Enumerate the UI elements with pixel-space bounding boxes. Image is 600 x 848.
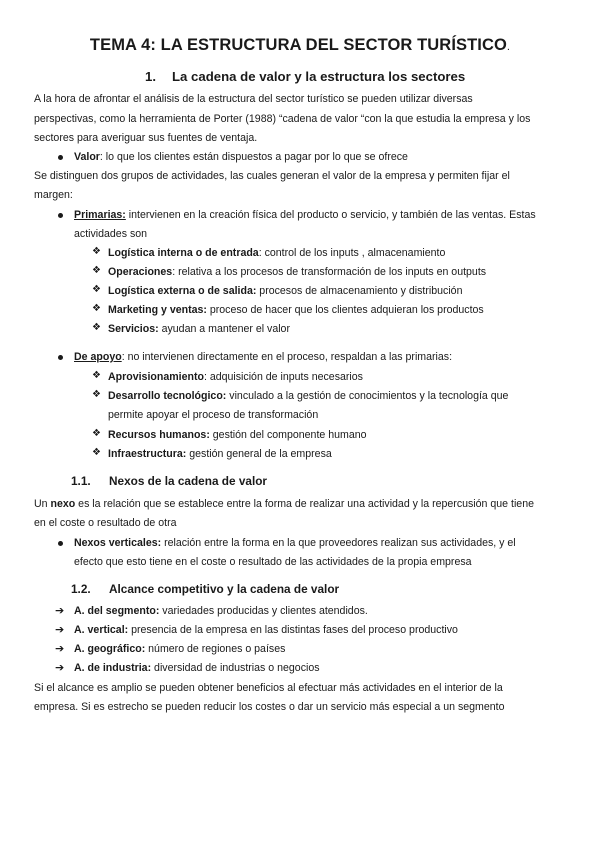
intro-line-2: perspectivas, como la herramienta de Porter (1988) “cadena de valor “con la que estudia la empresa y los [34, 113, 531, 125]
alcance-term: A. de industria: [74, 662, 152, 674]
list-item-text: : relativa a los procesos de transformación de los inputs en outputs [172, 266, 487, 278]
bullet-icon [58, 155, 63, 160]
list-item-term: Desarrollo tecnológico: [108, 390, 227, 402]
groups-intro-line-2: margen: [34, 189, 73, 201]
section-1-2-number: 1.2. [71, 582, 91, 596]
bullet-icon [58, 355, 63, 360]
apoyo-term: De apoyo [74, 351, 122, 363]
diamond-bullet-icon: ❖ [92, 284, 101, 295]
valor-text: : lo que los clientes están dispuestos a pagar por lo que se ofrece [99, 151, 408, 163]
list-item-term: Logística externa o de salida: [108, 285, 257, 297]
arrow-right-icon: ➔ [55, 605, 65, 617]
apoyo-list-item [108, 370, 363, 384]
arrow-right-icon: ➔ [55, 643, 65, 655]
alcance-text: número de regiones o países [145, 643, 286, 655]
list-item-text: ayudan a mantener el valor [158, 323, 290, 335]
list-item-term: Logística interna o de entrada [108, 247, 259, 259]
list-item-term: Servicios: [108, 323, 159, 335]
primarias-list-item [108, 322, 290, 336]
primarias-list-item [108, 265, 486, 279]
list-item-term: Recursos humanos: [108, 429, 210, 441]
primarias-text: intervienen en la creación física del producto o servicio, y también de las ventas. Estas [125, 209, 536, 221]
title-text: TEMA 4: LA ESTRUCTURA DEL SECTOR TURÍSTICO [89, 36, 507, 54]
primarias-list-item [108, 246, 445, 260]
bullet-icon [58, 213, 63, 218]
apoyo-list-item [108, 428, 367, 442]
closing-line-1: Si el alcance es amplio se pueden obtener beneficios al efectuar más actividades en el interior de la [34, 682, 503, 694]
alcance-item [74, 623, 458, 637]
bullet-icon [58, 541, 63, 546]
apoyo-text: : no intervienen directamente en el proceso, respaldan a las primarias: [121, 351, 453, 363]
alcance-term: A. geográfico: [74, 643, 146, 655]
list-item-text: proceso de hacer que los clientes adquieran los productos [206, 304, 484, 316]
diamond-bullet-icon: ❖ [92, 303, 101, 314]
diamond-bullet-icon: ❖ [92, 322, 101, 333]
valor-term: Valor [74, 151, 100, 163]
alcance-term: A. del segmento: [74, 605, 160, 617]
apoyo-list-item [108, 447, 332, 461]
diamond-bullet-icon: ❖ [92, 246, 101, 257]
nexo-term: nexo [50, 498, 76, 510]
alcance-item [74, 604, 368, 618]
closing-line-2: empresa. Si es estrecho se pueden reducir los costes o dar un servicio más especial a un segmento [34, 701, 505, 713]
primarias-item [74, 208, 536, 222]
nexos-verticales-item [74, 536, 516, 550]
alcance-term: A. vertical: [74, 624, 129, 636]
nexo-paragraph-line-2: en el coste o resultado de otra [34, 517, 177, 529]
page-title [0, 36, 600, 55]
arrow-right-icon: ➔ [55, 662, 65, 674]
arrow-right-icon: ➔ [55, 624, 65, 636]
apoyo-item [74, 350, 452, 364]
list-item-text: : control de los inputs , almacenamiento [258, 247, 446, 259]
alcance-text: presencia de la empresa en las distintas fases del proceso productivo [128, 624, 458, 636]
list-item-term: Aprovisionamiento [108, 371, 204, 383]
list-item-text: gestión del componente humano [209, 429, 367, 441]
list-item-text: procesos de almacenamiento y distribución [256, 285, 463, 297]
list-item-term: Operaciones [108, 266, 173, 278]
nexo-post: es la relación que se establece entre la forma de realizar una actividad y la repercusión que tiene [75, 498, 534, 510]
section-1-1-title: Nexos de la cadena de valor [109, 474, 268, 488]
diamond-bullet-icon: ❖ [92, 265, 101, 276]
apoyo-list-item-continuation: permite apoyar el proceso de transformación [108, 409, 319, 421]
groups-intro-line-1: Se distinguen dos grupos de actividades, las cuales generan el valor de la empresa y permiten fijar el [34, 170, 510, 182]
diamond-bullet-icon: ❖ [92, 389, 101, 400]
list-item-text: vinculado a la gestión de conocimientos y la tecnología que [226, 390, 509, 402]
list-item-term: Marketing y ventas: [108, 304, 207, 316]
alcance-item [74, 661, 320, 675]
nexo-pre: Un [34, 498, 51, 510]
nexos-verticales-text: relación entre la forma en la que proveedores realizan sus actividades, y el [161, 537, 516, 549]
section-1-1-number: 1.1. [71, 474, 91, 488]
alcance-text: variedades producidas y clientes atendidos. [159, 605, 368, 617]
diamond-bullet-icon: ❖ [92, 428, 101, 439]
alcance-text: diversidad de industrias o negocios [151, 662, 320, 674]
intro-line-3: sectores para averiguar sus fuentes de ventaja. [34, 132, 258, 144]
intro-line-1: A la hora de afrontar el análisis de la estructura del sector turístico se pueden utilizar diversas [34, 93, 473, 105]
section-1-2-heading [71, 582, 339, 596]
primarias-list-item [108, 303, 484, 317]
diamond-bullet-icon: ❖ [92, 447, 101, 458]
list-item-term: Infraestructura: [108, 448, 187, 460]
valor-item [74, 150, 408, 164]
list-item-text: : adquisición de inputs necesarios [203, 371, 363, 383]
alcance-item [74, 642, 285, 656]
primarias-text-line-2: actividades son [74, 228, 148, 240]
list-item-text: gestión general de la empresa [186, 448, 332, 460]
nexo-paragraph-line-1 [34, 497, 534, 511]
primarias-term: Primarias: [74, 209, 126, 221]
apoyo-list-item [108, 389, 508, 403]
diamond-bullet-icon: ❖ [92, 370, 101, 381]
title-dot: . [506, 41, 511, 53]
section-1-number: 1. [145, 69, 156, 84]
section-1-title: La cadena de valor y la estructura los sectores [172, 69, 466, 84]
nexos-verticales-term: Nexos verticales: [74, 537, 162, 549]
section-1-1-heading [71, 474, 267, 488]
nexos-verticales-line-2: efecto que esto tiene en el coste o resultado de las actividades de la propia empresa [74, 556, 472, 568]
section-1-2-title: Alcance competitivo y la cadena de valor [109, 582, 340, 596]
primarias-list-item [108, 284, 462, 298]
section-1-heading [145, 69, 465, 84]
